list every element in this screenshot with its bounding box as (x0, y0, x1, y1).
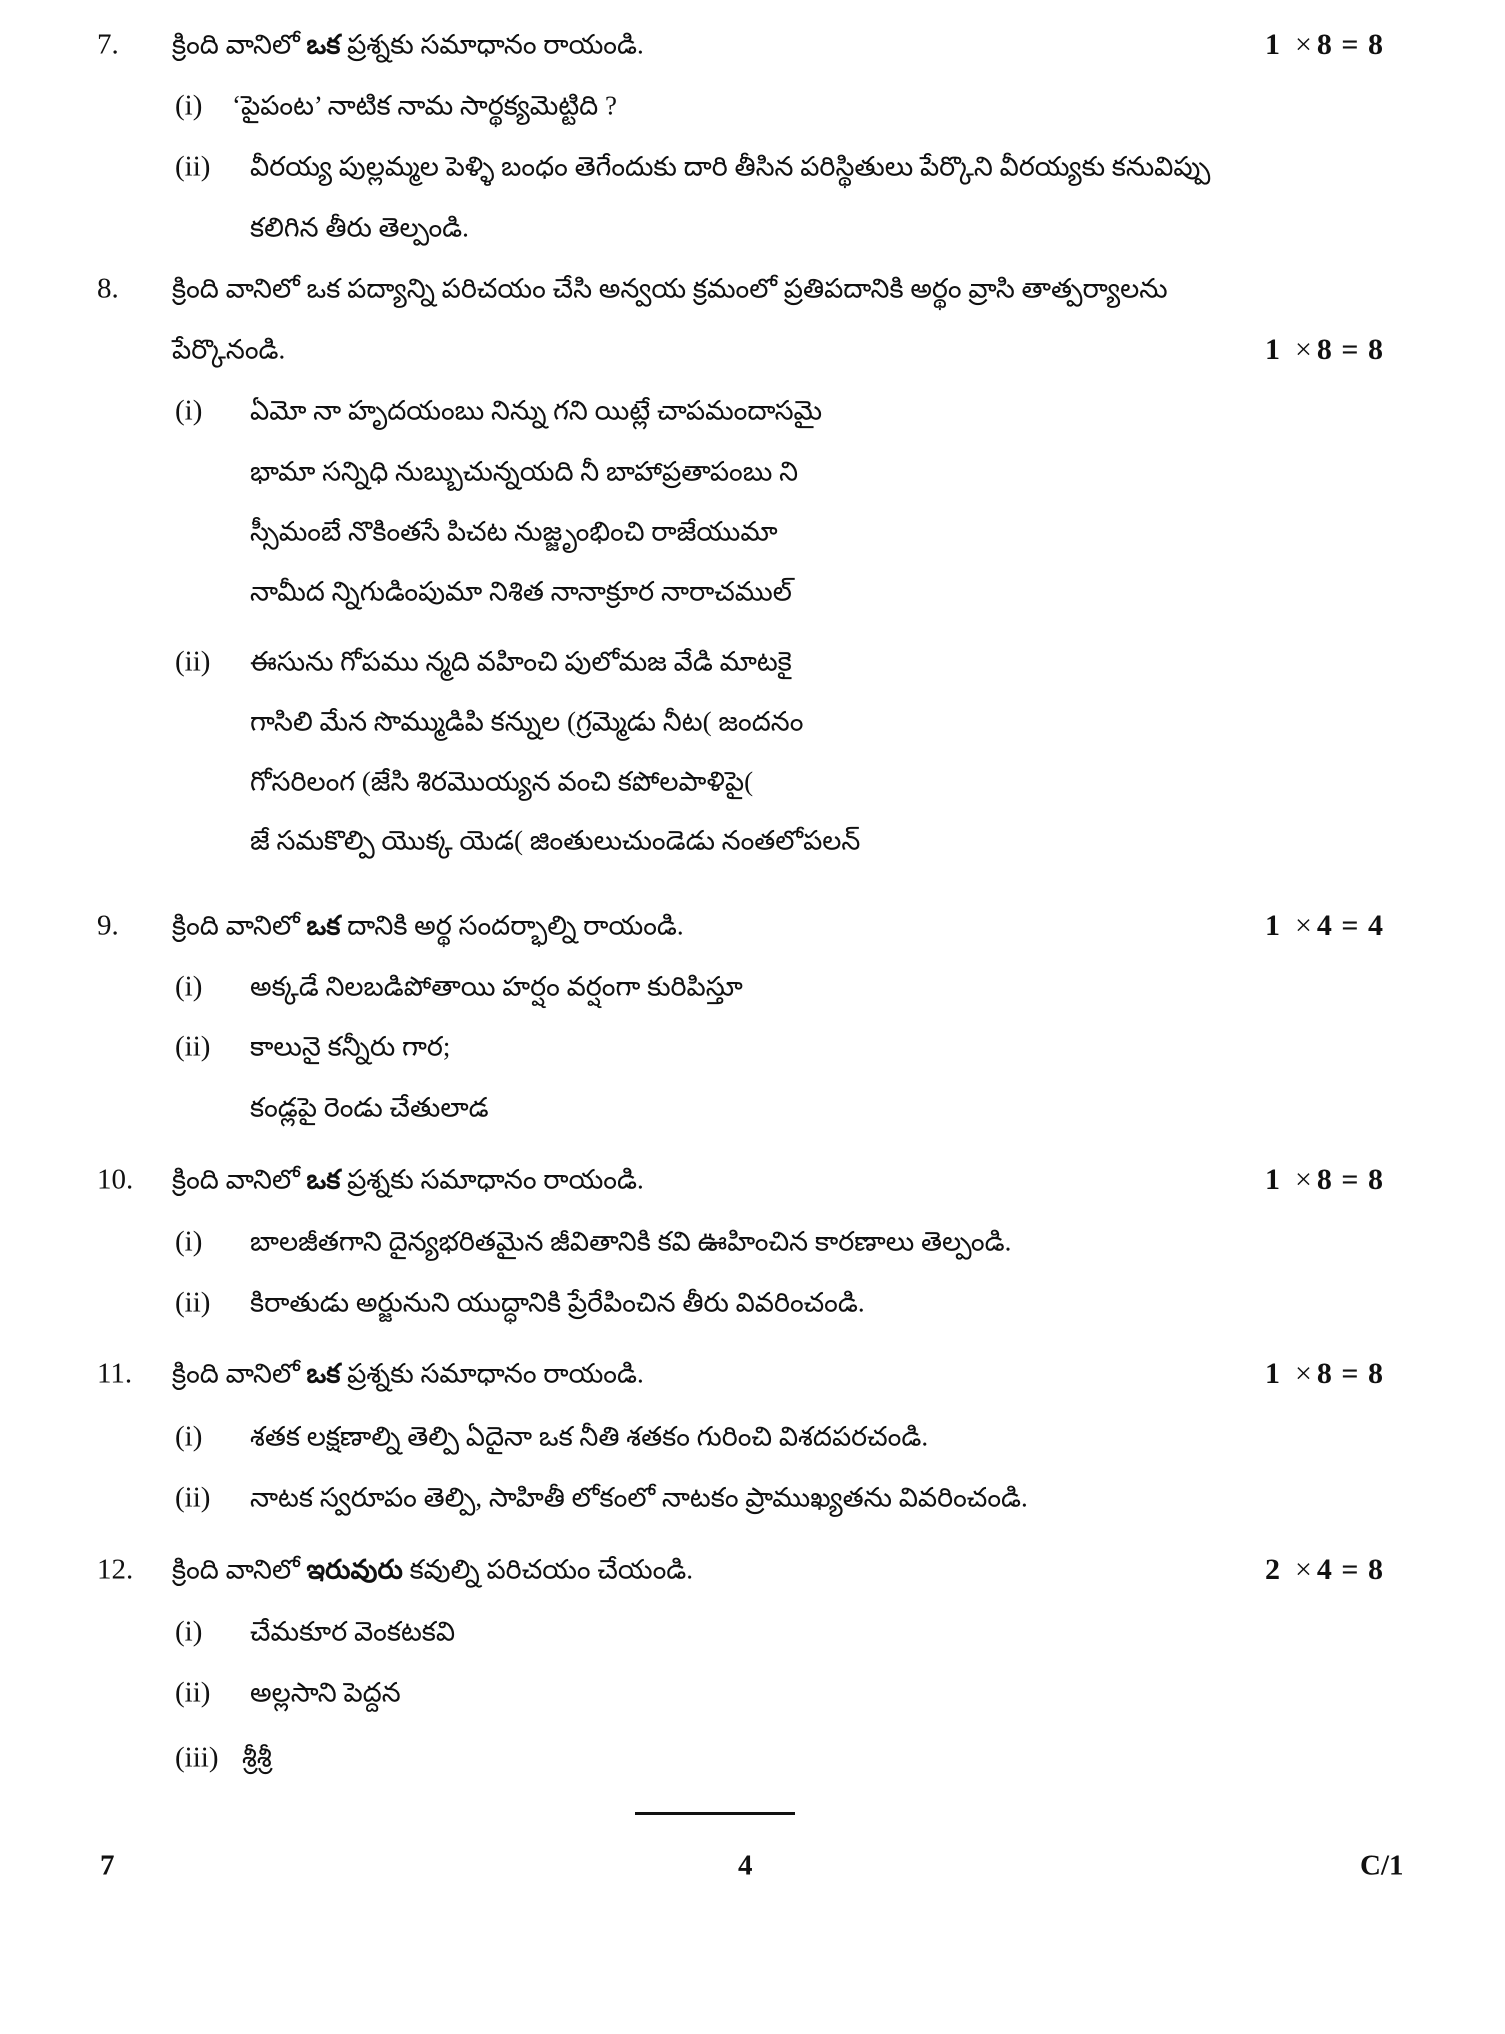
item-text: బాలజీతగాని దైన్యభరితమైన జీవితానికి కవి ఊహించిన కారణాలు తెల్పండి. (250, 1226, 1012, 1257)
question-text-prefix: క్రింది వానిలో (172, 1358, 307, 1389)
question-text-emphasis: ఒక (306, 1358, 341, 1389)
question-text-emphasis: ఇరువురు (306, 1554, 403, 1585)
marks-each: 8 (1316, 1163, 1333, 1196)
times-sign: × (1295, 333, 1313, 366)
marks-count: 2 (1265, 1553, 1281, 1586)
marks-each: 8 (1316, 1357, 1333, 1390)
marks-count: 1 (1265, 1163, 1281, 1196)
item-text: నాటక స్వరూపం తెల్పి, సాహితీ లోకంలో నాటకం ప్రాముఖ్యతను వివరించండి. (250, 1482, 1028, 1513)
times-sign: × (1295, 909, 1313, 942)
marks: 1 × 8 = 8 (1265, 1357, 1385, 1390)
poem-line: గాసిలి మేన సొమ్ముడిపి కన్నుల (గ్రమ్మెడు నీట( జందనం (250, 706, 804, 737)
item-label: (iii) (175, 1741, 219, 1774)
item-label: (ii) (175, 1030, 211, 1063)
item-label: (i) (175, 394, 203, 427)
marks-total: 4 (1368, 909, 1385, 942)
marks-total: 8 (1368, 333, 1385, 366)
item-text-continued: కలిగిన తీరు తెల్పండి. (250, 212, 469, 243)
item-label: (ii) (175, 645, 211, 678)
item-label: (ii) (175, 150, 211, 183)
question-number: 11. (97, 1357, 133, 1390)
item-label: (i) (175, 970, 203, 1003)
question-text-emphasis: ఒక (306, 1164, 341, 1195)
page-number: 4 (738, 1849, 753, 1882)
marks-each: 8 (1316, 333, 1333, 366)
item-label: (i) (175, 1420, 203, 1453)
marks-count: 1 (1265, 333, 1281, 366)
marks-each: 8 (1316, 28, 1333, 61)
marks-count: 1 (1265, 1357, 1281, 1390)
item-text: శ్రీశ్రీ (242, 1742, 272, 1773)
item-label: (ii) (175, 1481, 211, 1514)
item-label: (ii) (175, 1286, 211, 1319)
item-label: (i) (175, 89, 203, 122)
footer-right-code: C/1 (1360, 1849, 1404, 1882)
question-text-suffix: ప్రశ్నకు సమాధానం రాయండి. (340, 1358, 644, 1389)
marks-total: 8 (1368, 1163, 1385, 1196)
marks: 1 × 8 = 8 (1265, 28, 1385, 61)
item-label: (i) (175, 1225, 203, 1258)
item-text: కిరాతుడు అర్జునుని యుద్ధానికి ప్రేరేపించిన తీరు వివరించండి. (250, 1287, 865, 1318)
poem-line: జే సమకొల్పి యొక్క యెడ( జింతులుచుండెడు నంతలోపలన్ (250, 825, 861, 856)
question-text-suffix: దానికి అర్థ సందర్భాల్ని రాయండి. (340, 910, 684, 941)
question-text-suffix: ప్రశ్నకు సమాధానం రాయండి. (340, 1164, 644, 1195)
question-text-prefix: క్రింది వానిలో (172, 1164, 307, 1195)
poem-line: స్సీమంబే నొకింతసే పిచట నుజ్జృంభించి రాజేయుమా (250, 516, 778, 547)
item-text: ‘పైపంట’ నాటిక నామ సార్థక్యమెట్టిది ? (232, 90, 617, 121)
poem-line: గోసరిలంగ (జేసి శిరమొయ్యన వంచి కపోలపాళిపై( (250, 766, 754, 797)
item-text: శతక లక్షణాల్ని తెల్పి ఏదైనా ఒక నీతి శతకం గురించి విశదపరచండి. (250, 1421, 929, 1452)
question-number: 7. (97, 28, 119, 61)
question-text (172, 1164, 644, 1195)
poem-line: నామీద న్నిగుడింపుమా నిశిత నానాక్రూర నారాచముల్ (250, 576, 792, 607)
question-text-prefix: క్రింది వానిలో (172, 910, 307, 941)
question-text-prefix: క్రింది వానిలో (172, 29, 307, 60)
poem-line: భామా సన్నిధి నుబ్బుచున్నయది నీ బాహాప్రతాపంబు ని (250, 456, 799, 487)
item-label: (i) (175, 1615, 203, 1648)
marks-each: 4 (1316, 1553, 1333, 1586)
marks-count: 1 (1265, 28, 1281, 61)
marks-total: 8 (1368, 1357, 1385, 1390)
item-label: (ii) (175, 1676, 211, 1709)
marks-each: 4 (1316, 909, 1333, 942)
poem-line: ఏమో నా హృదయంబు నిన్ను గని యిట్లే చాపమందాసమై (250, 395, 823, 426)
marks: 1 × 8 = 8 (1265, 333, 1385, 366)
times-sign: × (1295, 1553, 1313, 1586)
question-text-suffix: ప్రశ్నకు సమాధానం రాయండి. (340, 29, 644, 60)
times-sign: × (1295, 28, 1313, 61)
question-text (172, 910, 684, 941)
question-number: 10. (97, 1163, 134, 1196)
question-text-continued: పేర్కొనండి. (172, 334, 286, 365)
question-number: 9. (97, 909, 119, 942)
question-text-suffix: కవుల్ని పరిచయం చేయండి. (402, 1554, 694, 1585)
marks: 2 × 4 = 8 (1265, 1553, 1385, 1586)
item-text: కాలునై కన్నీరు గార; (250, 1031, 451, 1062)
question-text: క్రింది వానిలో ఒక పద్యాన్ని పరిచయం చేసి అన్వయ క్రమంలో ప్రతిపదానికి అర్థం వ్రాసి తాత్పర్యాలను (172, 273, 1168, 304)
question-text-emphasis: ఒక (306, 910, 341, 941)
question-number: 12. (97, 1553, 134, 1586)
footer-left-code: 7 (100, 1849, 115, 1882)
question-text (172, 29, 644, 60)
question-number: 8. (97, 272, 119, 305)
poem-line: ఈసును గోపము న్మది వహించి పులోమజ వేడి మాటకై (250, 646, 792, 677)
question-text-prefix: క్రింది వానిలో (172, 1554, 307, 1585)
item-text-continued: కండ్లపై రెండు చేతులాడ (250, 1092, 489, 1123)
end-of-page-rule (635, 1812, 795, 1815)
times-sign: × (1295, 1357, 1313, 1390)
question-text (172, 1358, 644, 1389)
question-text-emphasis: ఒక (306, 29, 341, 60)
item-text: చేమకూర వెంకటకవి (250, 1616, 456, 1647)
marks-total: 8 (1368, 1553, 1385, 1586)
marks: 1 × 4 = 4 (1265, 909, 1385, 942)
item-text: అక్కడే నిలబడిపోతాయి హర్షం వర్షంగా కురిపిస్తూ (250, 971, 743, 1002)
times-sign: × (1295, 1163, 1313, 1196)
item-text: అల్లసాని పెద్దన (250, 1677, 401, 1708)
marks: 1 × 8 = 8 (1265, 1163, 1385, 1196)
marks-total: 8 (1368, 28, 1385, 61)
marks-count: 1 (1265, 909, 1281, 942)
question-text (172, 1554, 694, 1585)
item-text: వీరయ్య పుల్లమ్మల పెళ్ళి బంధం తెగేందుకు దారి తీసిన పరిస్థితులు పేర్కొని వీరయ్యకు కనువిప్పు (250, 151, 1211, 182)
